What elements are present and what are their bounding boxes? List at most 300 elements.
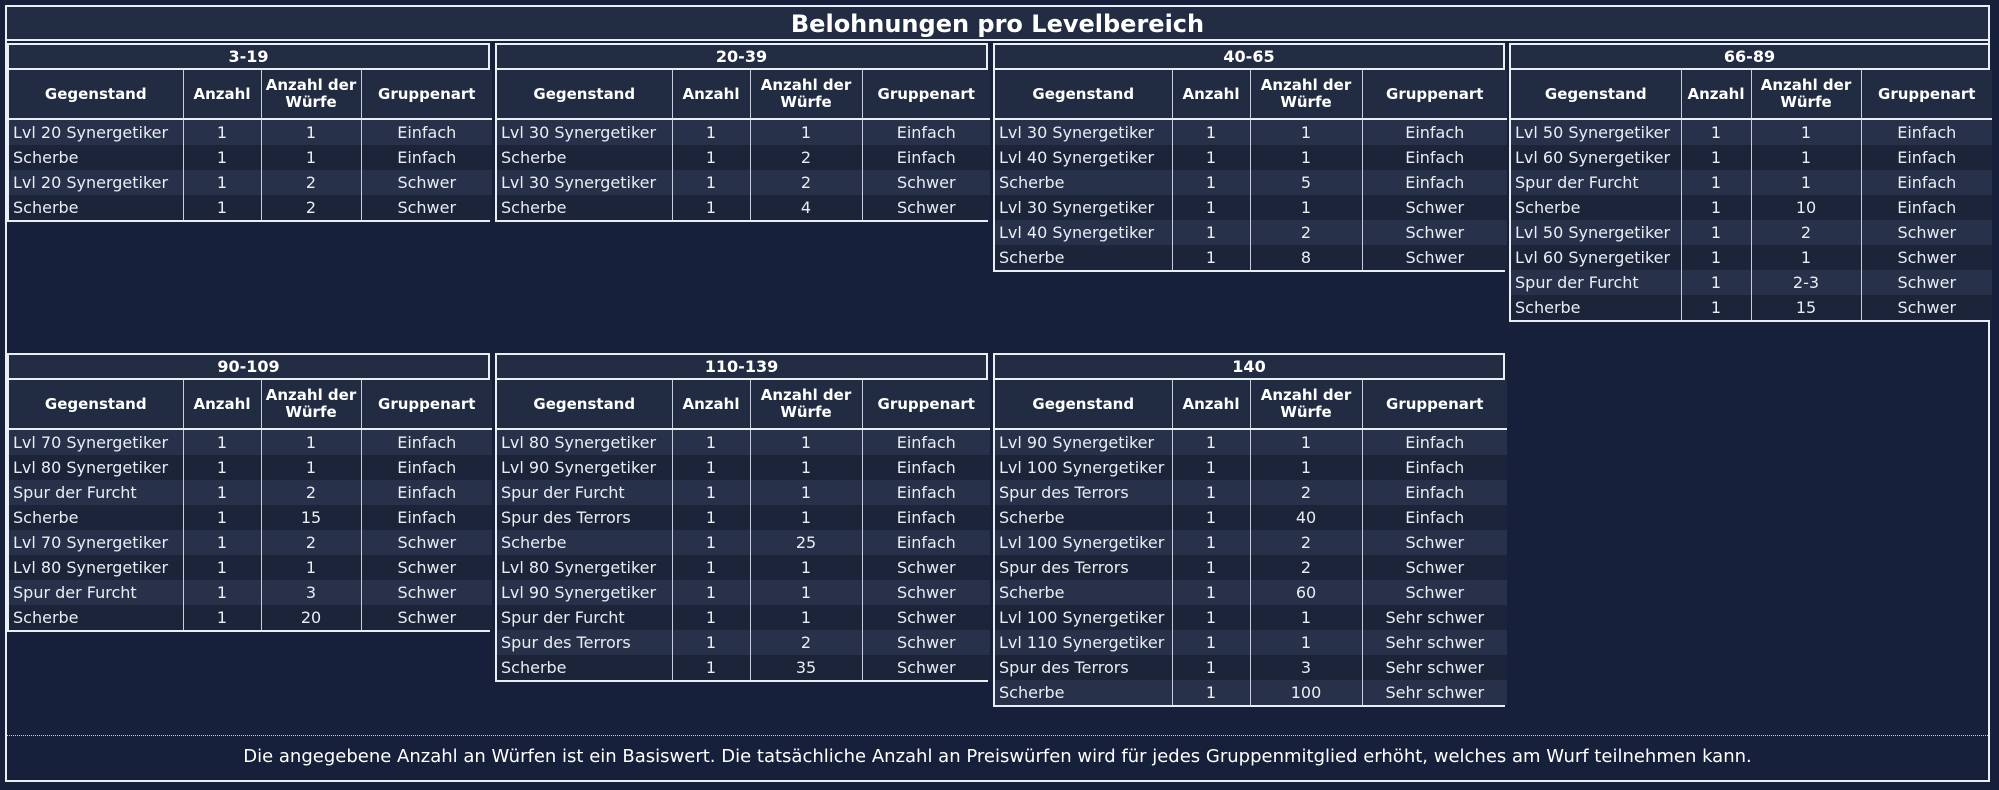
cell-group-type: Schwer [862,555,990,580]
level-range-title: 40-65 [995,45,1503,70]
cell-item: Lvl 30 Synergetiker [995,119,1172,145]
col-header-quantity: Anzahl [183,380,261,429]
table-row [9,530,492,555]
cell-item: Spur der Furcht [9,580,183,605]
cell-group-type: Einfach [361,480,492,505]
cell-quantity: 1 [1172,655,1250,680]
cell-group-type: Einfach [361,145,492,170]
cell-rolls: 1 [1751,145,1861,170]
cell-rolls: 3 [1250,655,1362,680]
cell-item: Lvl 30 Synergetiker [497,170,672,195]
table-row [497,455,990,480]
cell-group-type: Schwer [1362,555,1507,580]
header-row [9,380,492,429]
table-row [995,245,1507,270]
table-row [497,195,990,220]
cell-group-type: Schwer [1861,295,1992,320]
table-row [995,220,1507,245]
cell-quantity: 1 [183,195,261,220]
cell-item: Lvl 70 Synergetiker [9,530,183,555]
level-table [1509,43,1990,322]
cell-rolls: 2 [261,170,361,195]
reward-table [995,380,1507,705]
reward-table [497,380,990,680]
cell-group-type: Sehr schwer [1362,605,1507,630]
cell-quantity: 1 [1681,170,1751,195]
reward-table [1511,70,1992,320]
cell-item: Spur der Furcht [1511,270,1681,295]
level-table [495,43,988,222]
cell-group-type: Sehr schwer [1362,655,1507,680]
cell-group-type: Schwer [862,655,990,680]
level-table [7,353,490,632]
cell-quantity: 1 [1172,455,1250,480]
col-header-rolls: Anzahl der Würfe [750,380,862,429]
table-row [995,630,1507,655]
table-row [9,505,492,530]
header-row [497,70,990,119]
cell-group-type: Einfach [1362,145,1507,170]
cell-quantity: 1 [183,505,261,530]
cell-group-type: Einfach [1861,145,1992,170]
cell-item: Spur des Terrors [995,655,1172,680]
cell-group-type: Einfach [1362,505,1507,530]
table-row [497,505,990,530]
cell-item: Lvl 70 Synergetiker [9,429,183,455]
cell-rolls: 1 [1250,605,1362,630]
cell-group-type: Einfach [1362,429,1507,455]
cell-group-type: Einfach [862,119,990,145]
cell-quantity: 1 [183,530,261,555]
footnote-separator [7,735,1988,736]
col-header-group-type: Gruppenart [1861,70,1992,119]
cell-quantity: 1 [1681,119,1751,145]
cell-quantity: 1 [1172,245,1250,270]
table-row [9,605,492,630]
table-row [497,580,990,605]
cell-rolls: 15 [261,505,361,530]
col-header-quantity: Anzahl [672,70,750,119]
header-row [1511,70,1992,119]
col-header-quantity: Anzahl [1172,70,1250,119]
cell-item: Scherbe [995,580,1172,605]
cell-rolls: 1 [1250,145,1362,170]
cell-item: Lvl 30 Synergetiker [497,119,672,145]
col-header-quantity: Anzahl [1681,70,1751,119]
cell-quantity: 1 [1172,195,1250,220]
cell-quantity: 1 [183,555,261,580]
cell-rolls: 2 [1250,480,1362,505]
col-header-item: Gegenstand [995,380,1172,429]
cell-item: Scherbe [9,505,183,530]
col-header-item: Gegenstand [497,380,672,429]
cell-quantity: 1 [672,455,750,480]
cell-rolls: 1 [1250,630,1362,655]
cell-rolls: 2 [261,195,361,220]
cell-rolls: 2 [1250,530,1362,555]
cell-rolls: 60 [1250,580,1362,605]
cell-rolls: 2 [261,480,361,505]
cell-quantity: 1 [1681,295,1751,320]
cell-group-type: Einfach [862,455,990,480]
cell-group-type: Schwer [361,555,492,580]
cell-group-type: Einfach [1362,119,1507,145]
cell-item: Spur des Terrors [497,630,672,655]
cell-group-type: Schwer [862,170,990,195]
cell-quantity: 1 [672,119,750,145]
col-header-rolls: Anzahl der Würfe [1751,70,1861,119]
cell-item: Scherbe [9,195,183,220]
cell-quantity: 1 [672,145,750,170]
col-header-quantity: Anzahl [1172,380,1250,429]
table-row [1511,145,1992,170]
cell-quantity: 1 [183,170,261,195]
cell-item: Scherbe [497,195,672,220]
table-row [9,145,492,170]
table-row [995,429,1507,455]
footnote: Die angegebene Anzahl an Würfen ist ein Basiswert. Die tatsächliche Anzahl an Preiswürfen wird für jedes Gruppenmitglied erhöht, welches am Wurf teilnehmen kann. [243,746,1752,767]
reward-table [9,380,492,630]
table-row [1511,295,1992,320]
cell-group-type: Einfach [862,505,990,530]
cell-quantity: 1 [672,530,750,555]
cell-quantity: 1 [672,505,750,530]
cell-quantity: 1 [672,580,750,605]
table-row [497,530,990,555]
cell-item: Spur der Furcht [497,480,672,505]
cell-rolls: 1 [261,119,361,145]
level-range-title: 90-109 [9,355,488,380]
col-header-rolls: Anzahl der Würfe [1250,380,1362,429]
table-row [995,145,1507,170]
cell-quantity: 1 [672,195,750,220]
cell-group-type: Schwer [862,630,990,655]
cell-group-type: Schwer [862,605,990,630]
cell-item: Lvl 60 Synergetiker [1511,245,1681,270]
cell-group-type: Einfach [862,480,990,505]
cell-rolls: 1 [750,480,862,505]
cell-quantity: 1 [672,170,750,195]
cell-quantity: 1 [1172,630,1250,655]
cell-group-type: Einfach [1861,195,1992,220]
cell-rolls: 15 [1751,295,1861,320]
col-header-item: Gegenstand [9,70,183,119]
cell-item: Lvl 90 Synergetiker [497,455,672,480]
cell-group-type: Einfach [1861,119,1992,145]
cell-group-type: Schwer [1362,530,1507,555]
level-range-title: 20-39 [497,45,986,70]
header-row [497,380,990,429]
cell-quantity: 1 [672,429,750,455]
cell-group-type: Einfach [1362,480,1507,505]
cell-group-type: Einfach [1861,170,1992,195]
cell-quantity: 1 [672,655,750,680]
cell-item: Spur der Furcht [1511,170,1681,195]
table-row [497,605,990,630]
cell-group-type: Einfach [361,455,492,480]
cell-rolls: 1 [750,605,862,630]
cell-quantity: 1 [1681,195,1751,220]
level-table [993,43,1505,272]
cell-item: Lvl 50 Synergetiker [1511,119,1681,145]
cell-item: Lvl 60 Synergetiker [1511,145,1681,170]
cell-item: Lvl 100 Synergetiker [995,455,1172,480]
cell-group-type: Schwer [361,170,492,195]
table-row [9,555,492,580]
cell-rolls: 2 [1250,220,1362,245]
cell-quantity: 1 [672,605,750,630]
cell-group-type: Einfach [361,429,492,455]
cell-item: Spur der Furcht [9,480,183,505]
cell-rolls: 1 [1751,119,1861,145]
table-row [497,655,990,680]
cell-group-type: Schwer [361,530,492,555]
col-header-group-type: Gruppenart [361,380,492,429]
table-row [995,530,1507,555]
table-row [1511,220,1992,245]
cell-group-type: Schwer [862,580,990,605]
table-row [497,630,990,655]
table-row [995,195,1507,220]
col-header-rolls: Anzahl der Würfe [1250,70,1362,119]
cell-item: Lvl 90 Synergetiker [497,580,672,605]
cell-rolls: 5 [1250,170,1362,195]
cell-quantity: 1 [183,480,261,505]
cell-item: Lvl 20 Synergetiker [9,170,183,195]
cell-quantity: 1 [1681,145,1751,170]
col-header-item: Gegenstand [1511,70,1681,119]
cell-item: Lvl 100 Synergetiker [995,605,1172,630]
cell-item: Spur des Terrors [497,505,672,530]
table-row [995,555,1507,580]
cell-quantity: 1 [1172,429,1250,455]
level-range-title: 110-139 [497,355,986,380]
table-row [995,655,1507,680]
cell-group-type: Schwer [1362,580,1507,605]
cell-item: Lvl 90 Synergetiker [995,429,1172,455]
cell-item: Lvl 40 Synergetiker [995,145,1172,170]
cell-group-type: Schwer [1362,245,1507,270]
col-header-group-type: Gruppenart [862,70,990,119]
cell-quantity: 1 [1681,245,1751,270]
cell-rolls: 2 [750,630,862,655]
col-header-quantity: Anzahl [183,70,261,119]
table-row [995,605,1507,630]
col-header-item: Gegenstand [995,70,1172,119]
col-header-rolls: Anzahl der Würfe [261,70,361,119]
table-row [497,119,990,145]
cell-rolls: 3 [261,580,361,605]
table-row [497,145,990,170]
cell-rolls: 1 [1250,429,1362,455]
cell-quantity: 1 [1172,145,1250,170]
table-row [497,170,990,195]
cell-quantity: 1 [1172,170,1250,195]
cell-rolls: 10 [1751,195,1861,220]
cell-group-type: Einfach [862,530,990,555]
table-row [1511,270,1992,295]
table-row [995,680,1507,705]
table-row [995,505,1507,530]
cell-item: Scherbe [9,605,183,630]
cell-item: Lvl 80 Synergetiker [497,555,672,580]
cell-item: Scherbe [995,680,1172,705]
cell-group-type: Schwer [1362,195,1507,220]
table-row [1511,119,1992,145]
cell-item: Lvl 110 Synergetiker [995,630,1172,655]
cell-rolls: 2 [1751,220,1861,245]
cell-group-type: Einfach [361,505,492,530]
cell-group-type: Schwer [1861,270,1992,295]
cell-item: Scherbe [1511,295,1681,320]
cell-rolls: 1 [1250,119,1362,145]
cell-rolls: 1 [1250,455,1362,480]
cell-item: Lvl 80 Synergetiker [497,429,672,455]
cell-rolls: 1 [1751,245,1861,270]
cell-rolls: 25 [750,530,862,555]
col-header-group-type: Gruppenart [862,380,990,429]
cell-group-type: Einfach [1362,170,1507,195]
table-row [995,119,1507,145]
cell-group-type: Schwer [1362,220,1507,245]
cell-item: Scherbe [497,145,672,170]
cell-item: Lvl 80 Synergetiker [9,555,183,580]
cell-quantity: 1 [672,480,750,505]
cell-quantity: 1 [1172,605,1250,630]
cell-group-type: Einfach [361,119,492,145]
col-header-quantity: Anzahl [672,380,750,429]
table-row [1511,245,1992,270]
cell-group-type: Schwer [361,195,492,220]
level-range-title: 140 [995,355,1503,380]
cell-quantity: 1 [183,455,261,480]
table-row [995,455,1507,480]
cell-quantity: 1 [1172,505,1250,530]
cell-group-type: Schwer [1861,220,1992,245]
cell-rolls: 35 [750,655,862,680]
cell-item: Scherbe [995,170,1172,195]
cell-rolls: 1 [261,555,361,580]
table-row [497,555,990,580]
cell-item: Spur des Terrors [995,480,1172,505]
cell-item: Spur des Terrors [995,555,1172,580]
cell-group-type: Schwer [361,580,492,605]
cell-item: Lvl 40 Synergetiker [995,220,1172,245]
table-row [1511,195,1992,220]
cell-group-type: Einfach [862,145,990,170]
reward-table [9,70,492,220]
level-table [993,353,1505,707]
cell-quantity: 1 [183,145,261,170]
cell-rolls: 20 [261,605,361,630]
table-row [497,480,990,505]
cell-rolls: 1 [261,429,361,455]
cell-item: Scherbe [497,655,672,680]
cell-item: Spur der Furcht [497,605,672,630]
cell-quantity: 1 [183,119,261,145]
cell-rolls: 1 [750,119,862,145]
col-header-group-type: Gruppenart [361,70,492,119]
cell-rolls: 2 [750,145,862,170]
reward-table [497,70,990,220]
cell-rolls: 1 [261,145,361,170]
cell-quantity: 1 [183,580,261,605]
col-header-group-type: Gruppenart [1362,70,1507,119]
cell-quantity: 1 [1172,555,1250,580]
level-range-title: 66-89 [1511,45,1988,70]
cell-rolls: 1 [750,555,862,580]
cell-quantity: 1 [1172,119,1250,145]
cell-rolls: 1 [750,455,862,480]
table-row [995,170,1507,195]
table-row [995,480,1507,505]
cell-quantity: 1 [1172,480,1250,505]
header-row [9,70,492,119]
cell-rolls: 1 [1751,170,1861,195]
cell-item: Scherbe [9,145,183,170]
cell-group-type: Einfach [1362,455,1507,480]
cell-rolls: 1 [261,455,361,480]
cell-rolls: 4 [750,195,862,220]
table-row [1511,170,1992,195]
cell-rolls: 1 [750,505,862,530]
cell-rolls: 2-3 [1751,270,1861,295]
col-header-item: Gegenstand [9,380,183,429]
col-header-rolls: Anzahl der Würfe [750,70,862,119]
cell-item: Scherbe [1511,195,1681,220]
cell-rolls: 8 [1250,245,1362,270]
col-header-item: Gegenstand [497,70,672,119]
cell-quantity: 1 [183,429,261,455]
header-row [995,70,1507,119]
cell-group-type: Schwer [1861,245,1992,270]
cell-group-type: Sehr schwer [1362,630,1507,655]
table-row [9,480,492,505]
cell-quantity: 1 [183,605,261,630]
cell-rolls: 2 [750,170,862,195]
cell-group-type: Sehr schwer [1362,680,1507,705]
cell-rolls: 2 [261,530,361,555]
cell-item: Lvl 100 Synergetiker [995,530,1172,555]
cell-quantity: 1 [1172,530,1250,555]
cell-rolls: 1 [750,580,862,605]
cell-quantity: 1 [672,630,750,655]
cell-quantity: 1 [1172,580,1250,605]
table-row [9,429,492,455]
reward-table [995,70,1507,270]
level-range-title: 3-19 [9,45,488,70]
table-row [995,580,1507,605]
cell-quantity: 1 [672,555,750,580]
table-row [9,119,492,145]
table-row [9,170,492,195]
table-row [9,455,492,480]
cell-item: Scherbe [995,245,1172,270]
col-header-rolls: Anzahl der Würfe [261,380,361,429]
cell-rolls: 40 [1250,505,1362,530]
cell-item: Scherbe [497,530,672,555]
header-row [995,380,1507,429]
table-row [9,195,492,220]
cell-item: Lvl 30 Synergetiker [995,195,1172,220]
cell-rolls: 1 [750,429,862,455]
cell-item: Lvl 50 Synergetiker [1511,220,1681,245]
table-row [497,429,990,455]
cell-quantity: 1 [1172,220,1250,245]
cell-item: Lvl 20 Synergetiker [9,119,183,145]
level-table [495,353,988,682]
cell-group-type: Schwer [361,605,492,630]
